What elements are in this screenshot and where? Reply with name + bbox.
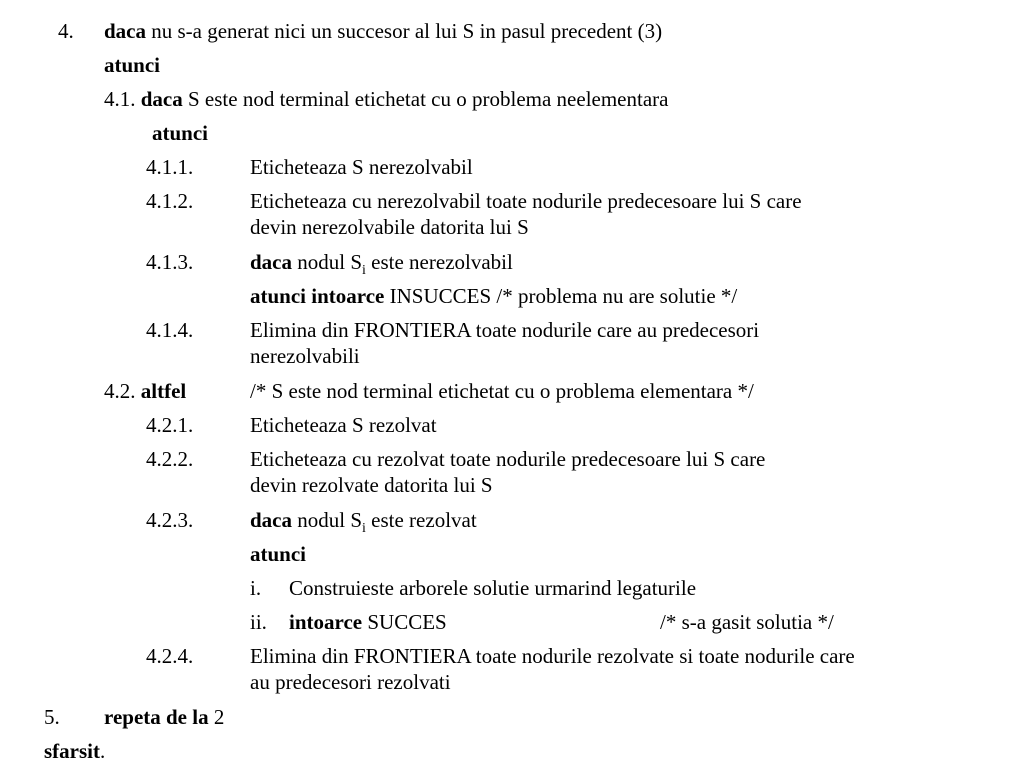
end-statement [44, 739, 105, 763]
step-4-condition [104, 19, 662, 43]
step-4-2-3-pre: nodul S [292, 508, 363, 532]
keyword-atunci: atunci [104, 53, 161, 77]
step-4-1 [104, 87, 668, 111]
end-period: . [100, 739, 106, 763]
keyword-atunci-intoarce: atunci intoarce [250, 284, 385, 308]
step-4-1-3-pre: nodul S [292, 250, 363, 274]
step-4-1-2-text-cont: devin nerezolvabile datorita lui S [250, 215, 529, 239]
step-4-1-3-then [250, 284, 737, 308]
step-4-2-3-condition [250, 508, 477, 536]
keyword-altfel: altfel [140, 379, 187, 403]
step-4-2-2-number: 4.2.2. [146, 447, 194, 471]
step-5-text [104, 705, 224, 729]
step-4-2-3-post: este rezolvat [365, 508, 477, 532]
step-4-1-2-text: Eticheteaza cu nerezolvabil toate nodurile predecesoare lui S care [250, 189, 802, 213]
step-4-2-3-then [250, 542, 306, 566]
keyword-sfarsit: sfarsit [44, 739, 100, 763]
step-4-2-4-text-cont: au predecesori rezolvati [250, 670, 451, 694]
keyword-daca: daca [250, 508, 292, 532]
step-4-1-4-text: Elimina din FRONTIERA toate nodurile care au predecesori [250, 318, 760, 342]
keyword-daca: daca [250, 250, 292, 274]
step-4-number: 4. [58, 19, 74, 43]
step-4-1-number: 4.1. [104, 87, 141, 111]
keyword-atunci: atunci [250, 542, 307, 566]
step-4-1-3-number: 4.1.3. [146, 250, 194, 274]
step-4-1-2-number: 4.1.2. [146, 189, 194, 213]
sub-step-ii-text [289, 610, 447, 634]
step-4-2-comment: /* S este nod terminal etichetat cu o problema elementara */ [250, 379, 754, 403]
step-4-then [104, 53, 160, 77]
step-4-1-3-condition [250, 250, 513, 278]
step-4-2-1-number: 4.2.1. [146, 413, 194, 437]
sub-step-i-text: Construieste arborele solutie urmarind legaturile [289, 576, 697, 600]
step-5-number: 5. [44, 705, 60, 729]
keyword-daca: daca [104, 19, 146, 43]
keyword-repeta-de-la: repeta de la [104, 705, 209, 729]
step-4-2-4-number: 4.2.4. [146, 644, 194, 668]
subscript-i: i [362, 521, 366, 536]
sub-step-ii-value: SUCCES [362, 610, 447, 634]
step-4-1-1-text: Eticheteaza S nerezolvabil [250, 155, 473, 179]
step-4-1-4-number: 4.1.4. [146, 318, 194, 342]
step-4-2-2-text-cont: devin rezolvate datorita lui S [250, 473, 493, 497]
step-4-text: nu s-a generat nici un succesor al lui S in pasul precedent (3) [146, 19, 663, 43]
step-4-1-text: S este nod terminal etichetat cu o problema neelementara [182, 87, 669, 111]
step-4-1-3-then-text: INSUCCES /* problema nu are solutie */ [384, 284, 738, 308]
keyword-atunci: atunci [152, 121, 209, 145]
step-4-2-1-text: Eticheteaza S rezolvat [250, 413, 437, 437]
step-4-1-3-post: este nerezolvabil [365, 250, 513, 274]
subscript-i: i [362, 263, 366, 278]
sub-step-i-number: i. [250, 576, 262, 600]
step-5-value: 2 [208, 705, 225, 729]
step-4-1-then [152, 121, 208, 145]
step-4-2-2-text: Eticheteaza cu rezolvat toate nodurile predecesoare lui S care [250, 447, 766, 471]
keyword-daca: daca [140, 87, 183, 111]
step-4-2-number: 4.2. [104, 379, 141, 403]
step-4-1-4-text-cont: nerezolvabili [250, 344, 360, 368]
sub-step-ii-comment: /* s-a gasit solutia */ [660, 610, 834, 634]
step-4-2-3-number: 4.2.3. [146, 508, 194, 532]
step-4-2-4-text: Elimina din FRONTIERA toate nodurile rezolvate si toate nodurile care [250, 644, 855, 668]
sub-step-ii-number: ii. [250, 610, 267, 634]
step-4-1-1-number: 4.1.1. [146, 155, 194, 179]
keyword-intoarce: intoarce [289, 610, 363, 634]
step-4-2 [104, 379, 186, 403]
